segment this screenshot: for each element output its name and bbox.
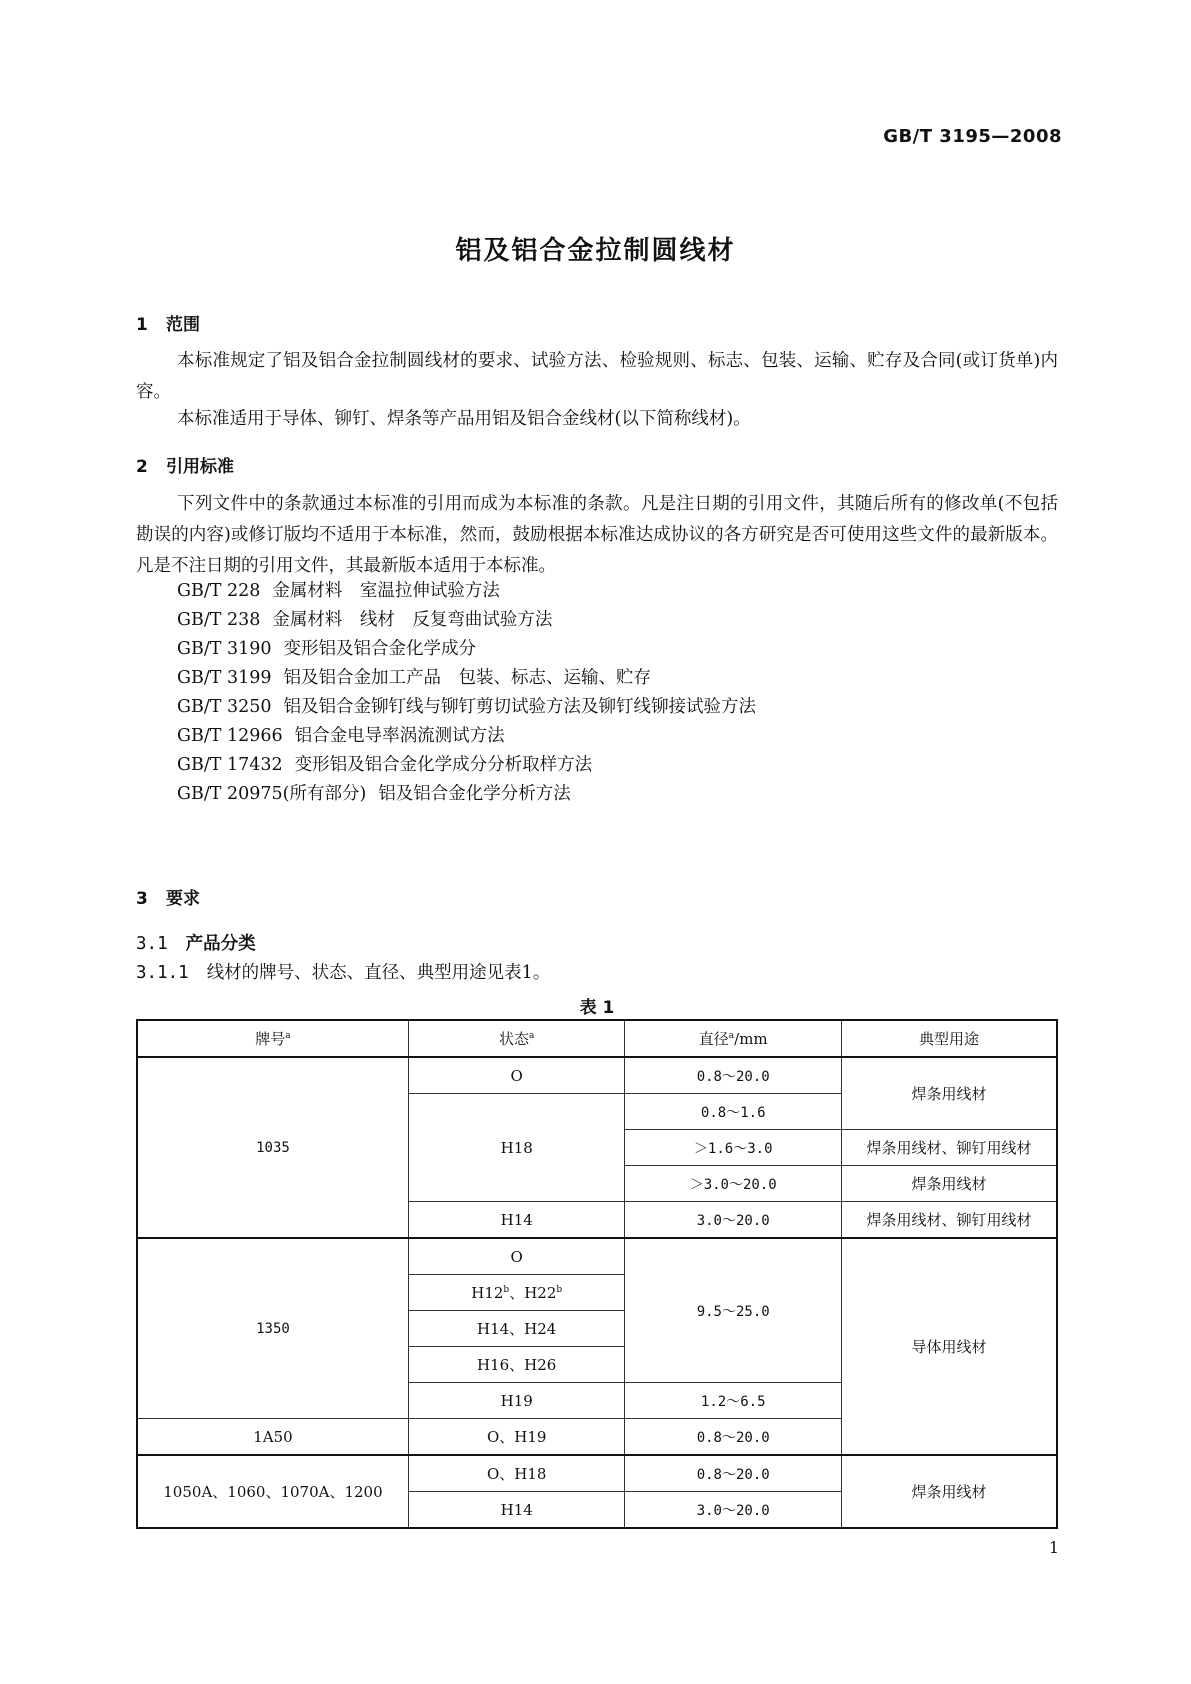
temper-cell: O、H19 xyxy=(408,1419,625,1456)
section-number: 1 xyxy=(136,315,148,335)
temper-cell: O、H18 xyxy=(408,1455,625,1492)
page-number: 1 xyxy=(1048,1538,1059,1557)
temper-cell: H12$^b$、H22$^b$ xyxy=(408,1275,625,1311)
group-1350-1a50 xyxy=(137,1238,1057,1455)
reference-item: GB/T 238 金属材料 线材 反复弯曲试验方法 xyxy=(177,610,553,630)
reference-item: GB/T 3199 铝及铝合金加工产品 包装、标志、运输、贮存 xyxy=(177,668,652,688)
diameter-cell: ＞1.6～3.0 xyxy=(625,1130,842,1166)
temper-cell: O xyxy=(408,1057,625,1094)
section-1-heading xyxy=(136,310,200,335)
grade-cell: 1350 xyxy=(137,1238,408,1419)
section-title: 引用标准 xyxy=(166,457,234,477)
product-classification-table xyxy=(136,1019,1058,1529)
header-temper: 状态$^a$ xyxy=(408,1020,625,1057)
standard-number: GB/T 3195—2008 xyxy=(883,126,1062,147)
table-row xyxy=(137,1455,1057,1492)
table-header-row xyxy=(137,1020,1057,1057)
reference-item: GB/T 12966 铝合金电导率涡流测试方法 xyxy=(177,726,505,746)
temper-cell: H14 xyxy=(408,1492,625,1529)
use-cell: 导体用线材 xyxy=(841,1238,1057,1455)
group-1035 xyxy=(137,1057,1057,1238)
use-cell: 焊条用线材 xyxy=(841,1057,1057,1130)
section-3-heading xyxy=(136,884,200,909)
temper-cell: H18 xyxy=(408,1094,625,1202)
temper-cell: H19 xyxy=(408,1383,625,1419)
table-caption: 表 1 xyxy=(579,998,615,1018)
section-title: 要求 xyxy=(166,889,200,909)
grade-cell: 1050A、1060、1070A、1200 xyxy=(137,1455,408,1528)
reference-item: GB/T 20975(所有部分) 铝及铝合金化学分析方法 xyxy=(177,784,571,804)
reference-item: GB/T 17432 变形铝及铝合金化学成分分析取样方法 xyxy=(177,755,593,775)
section-title: 范围 xyxy=(166,315,200,335)
group-1050a xyxy=(137,1455,1057,1528)
temper-cell: H14、H24 xyxy=(408,1311,625,1347)
document-title: 铝及铝合金拉制圆线材 xyxy=(455,236,736,266)
grade-cell: 1A50 xyxy=(137,1419,408,1456)
use-cell: 焊条用线材 xyxy=(841,1166,1057,1202)
use-cell: 焊条用线材、铆钉用线材 xyxy=(841,1130,1057,1166)
use-cell: 焊条用线材、铆钉用线材 xyxy=(841,1202,1057,1239)
header-grade: 牌号$^a$ xyxy=(137,1020,408,1057)
diameter-cell: 9.5～25.0 xyxy=(625,1238,842,1383)
temper-cell: H16、H26 xyxy=(408,1347,625,1383)
section-2-para-1: 下列文件中的条款通过本标准的引用而成为本标准的条款。凡是注日期的引用文件，其随后所有的修改单(不包括勘误的内容)或修订版均不适用于本标准，然而，鼓励根据本标准达成协议的各方研究是否可使用这些文件的最新版本。凡是不注日期的引用文件，其最新版本适用于本标准。 xyxy=(136,494,1058,576)
reference-item: GB/T 3190 变形铝及铝合金化学成分 xyxy=(177,639,477,659)
section-1-para-1: 本标准规定了铝及铝合金拉制圆线材的要求、试验方法、检验规则、标志、包装、运输、贮存及合同(或订货单)内容。 xyxy=(136,351,1058,402)
diameter-cell: 0.8～20.0 xyxy=(625,1057,842,1094)
table-row xyxy=(137,1238,1057,1275)
temper-cell: H14 xyxy=(408,1202,625,1239)
subsection-3-1-1: 3.1.1 线材的牌号、状态、直径、典型用途见表1。 xyxy=(136,963,551,983)
diameter-cell: 0.8～20.0 xyxy=(625,1455,842,1492)
diameter-cell: ＞3.0～20.0 xyxy=(625,1166,842,1202)
reference-item: GB/T 228 金属材料 室温拉伸试验方法 xyxy=(177,581,500,601)
section-1-para-2: 本标准适用于导体、铆钉、焊条等产品用铝及铝合金线材(以下简称线材)。 xyxy=(177,409,751,429)
section-number: 2 xyxy=(136,457,148,477)
diameter-cell: 0.8～1.6 xyxy=(625,1094,842,1130)
reference-item: GB/T 3250 铝及铝合金铆钉线与铆钉剪切试验方法及铆钉线铆接试验方法 xyxy=(177,697,757,717)
subsection-3-1: 3.1 产品分类 xyxy=(136,934,256,954)
diameter-cell: 0.8～20.0 xyxy=(625,1419,842,1456)
use-cell: 焊条用线材 xyxy=(841,1455,1057,1528)
section-number: 3 xyxy=(136,889,148,909)
header-use: 典型用途 xyxy=(841,1020,1057,1057)
section-2-heading xyxy=(136,452,234,477)
temper-cell: O xyxy=(408,1238,625,1275)
table-row xyxy=(137,1057,1057,1094)
diameter-cell: 1.2～6.5 xyxy=(625,1383,842,1419)
diameter-cell: 3.0～20.0 xyxy=(625,1202,842,1239)
header-diameter: 直径$^a$/mm xyxy=(625,1020,842,1057)
grade-cell: 1035 xyxy=(137,1057,408,1238)
diameter-cell: 3.0～20.0 xyxy=(625,1492,842,1529)
